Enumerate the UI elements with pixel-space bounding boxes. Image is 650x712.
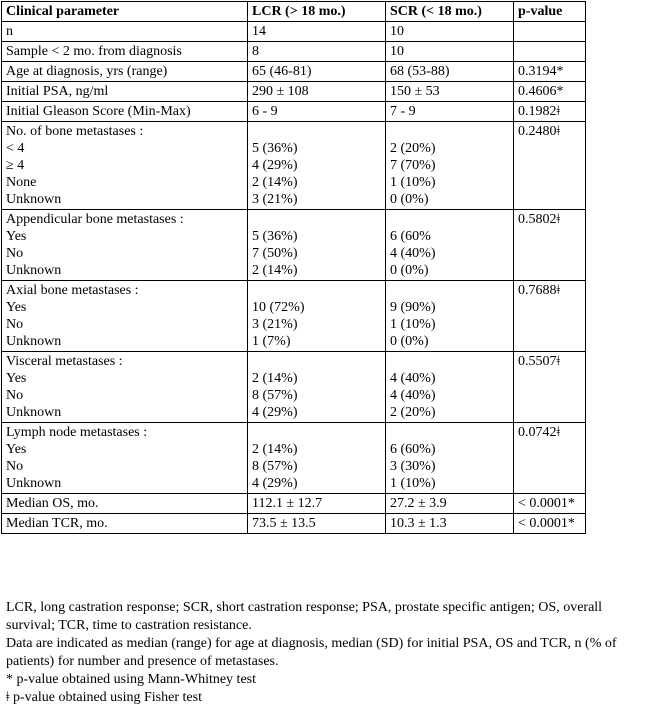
group-scr-values: [386, 352, 514, 423]
lcr-value: 2 (14%): [252, 175, 298, 190]
row-label: Sample < 2 mo. from diagnosis: [2, 42, 248, 62]
category-label: Unknown: [6, 192, 62, 207]
table-row: [2, 62, 586, 82]
scr-value: 7 - 9: [386, 102, 514, 122]
lcr-value: 4 (29%): [252, 405, 298, 420]
lcr-value: 2 (14%): [252, 442, 298, 457]
scr-value: 1 (10%): [390, 317, 436, 332]
category-label: Unknown: [6, 334, 62, 349]
lcr-value: 7 (50%): [252, 246, 298, 261]
lcr-value: 10 (72%): [252, 300, 305, 315]
header-lcr: LCR (> 18 mo.): [248, 2, 386, 22]
group-row-visceral-metastases: [2, 352, 586, 423]
row-label: Initial PSA, ng/ml: [2, 82, 248, 102]
table-footnotes: [6, 599, 646, 707]
group-title: Axial bone metastases :: [6, 283, 139, 298]
lcr-value: 8 (57%): [252, 459, 298, 474]
group-labels: [2, 281, 248, 352]
p-value: 0.1982ǂ: [514, 102, 586, 122]
table-row: [2, 514, 586, 534]
header-scr: SCR (< 18 mo.): [386, 2, 514, 22]
category-label: < 4: [6, 141, 25, 156]
scr-value: 150 ± 53: [386, 82, 514, 102]
group-title: Appendicular bone metastases :: [6, 212, 184, 227]
p-value: 0.7688ǂ: [514, 281, 586, 352]
fisher-footnote: ǂ p-value obtained using Fisher test: [6, 690, 202, 705]
lcr-value: 8 (57%): [252, 388, 298, 403]
scr-value: 2 (20%): [390, 405, 436, 420]
scr-value: 10: [386, 42, 514, 62]
group-row-lymph-node-metastases: [2, 423, 586, 494]
scr-value: 9 (90%): [390, 300, 436, 315]
scr-value: 0 (0%): [390, 263, 429, 278]
p-value: [514, 22, 586, 42]
row-label: Median TCR, mo.: [2, 514, 248, 534]
group-lcr-values: [248, 352, 386, 423]
category-label: No: [6, 459, 24, 474]
group-labels: [2, 423, 248, 494]
lcr-value: 3 (21%): [252, 192, 298, 207]
p-value: 0.5507ǂ: [514, 352, 586, 423]
category-label: No: [6, 388, 24, 403]
scr-value: 1 (10%): [390, 175, 436, 190]
lcr-value: 14: [248, 22, 386, 42]
scr-value: 7 (70%): [390, 158, 436, 173]
scr-value: 6 (60%): [390, 442, 436, 457]
p-value: < 0.0001*: [514, 514, 586, 534]
lcr-value: 1 (7%): [252, 334, 291, 349]
group-scr-values: [386, 423, 514, 494]
header-row: [2, 2, 586, 22]
group-lcr-values: [248, 281, 386, 352]
lcr-value: 73.5 ± 13.5: [248, 514, 386, 534]
clinical-parameters-table: [1, 1, 586, 534]
table-row: [2, 494, 586, 514]
table-row: [2, 22, 586, 42]
group-lcr-values: [248, 210, 386, 281]
group-scr-values: [386, 210, 514, 281]
scr-value: 10: [386, 22, 514, 42]
group-row-appendicular-bone-metastases: [2, 210, 586, 281]
lcr-value: 5 (36%): [252, 141, 298, 156]
scr-value: 10.3 ± 1.3: [386, 514, 514, 534]
category-label: Unknown: [6, 476, 62, 491]
category-label: No: [6, 317, 24, 332]
p-value: 0.5802ǂ: [514, 210, 586, 281]
group-row-axial-bone-metastases: [2, 281, 586, 352]
p-value: 0.3194*: [514, 62, 586, 82]
group-title: No. of bone metastases :: [6, 124, 144, 139]
mann-whitney-footnote: * p-value obtained using Mann-Whitney test: [6, 672, 256, 687]
row-label: Median OS, mo.: [2, 494, 248, 514]
group-labels: [2, 210, 248, 281]
scr-value: 0 (0%): [390, 192, 429, 207]
group-title: Lymph node metastases :: [6, 425, 148, 440]
group-labels: [2, 352, 248, 423]
category-label: None: [6, 175, 37, 190]
scr-value: 68 (53-88): [386, 62, 514, 82]
header-clinical-parameter: Clinical parameter: [2, 2, 248, 22]
lcr-value: 112.1 ± 12.7: [248, 494, 386, 514]
lcr-value: 2 (14%): [252, 263, 298, 278]
lcr-value: 4 (29%): [252, 476, 298, 491]
p-value: 0.2480ǂ: [514, 122, 586, 210]
category-label: Unknown: [6, 263, 62, 278]
scr-value: 0 (0%): [390, 334, 429, 349]
category-label: Yes: [6, 229, 27, 244]
header-p-value: p-value: [514, 2, 586, 22]
row-label: Age at diagnosis, yrs (range): [2, 62, 248, 82]
category-label: No: [6, 246, 24, 261]
row-label: n: [2, 22, 248, 42]
row-label: Initial Gleason Score (Min-Max): [2, 102, 248, 122]
scr-value: 27.2 ± 3.9: [386, 494, 514, 514]
p-value: < 0.0001*: [514, 494, 586, 514]
category-label: Yes: [6, 442, 27, 457]
lcr-value: 4 (29%): [252, 158, 298, 173]
lcr-value: 2 (14%): [252, 371, 298, 386]
data-indication-note: Data are indicated as median (range) for age at diagnosis, median (SD) for initial PSA, OS and TCR, n (% of patients) for number and presence of metastases.: [6, 636, 617, 669]
group-lcr-values: [248, 122, 386, 210]
table-row: [2, 42, 586, 62]
group-scr-values: [386, 281, 514, 352]
table-row: [2, 82, 586, 102]
group-title: Visceral metastases :: [6, 354, 123, 369]
lcr-value: 6 - 9: [248, 102, 386, 122]
scr-value: 4 (40%): [390, 371, 436, 386]
scr-value: 4 (40%): [390, 246, 436, 261]
scr-value: 6 (60%: [390, 229, 431, 244]
abbreviations-note: LCR, long castration response; SCR, short castration response; PSA, prostate specific antigen; OS, overall survival; TCR, time to castration resistance.: [6, 600, 603, 633]
category-label: ≥ 4: [6, 158, 25, 173]
group-labels: [2, 122, 248, 210]
category-label: Unknown: [6, 405, 62, 420]
p-value: 0.4606*: [514, 82, 586, 102]
category-label: Yes: [6, 300, 27, 315]
lcr-value: 290 ± 108: [248, 82, 386, 102]
p-value: [514, 42, 586, 62]
group-lcr-values: [248, 423, 386, 494]
lcr-value: 5 (36%): [252, 229, 298, 244]
p-value: 0.0742ǂ: [514, 423, 586, 494]
lcr-value: 3 (21%): [252, 317, 298, 332]
group-scr-values: [386, 122, 514, 210]
scr-value: 4 (40%): [390, 388, 436, 403]
table-row: [2, 102, 586, 122]
scr-value: 3 (30%): [390, 459, 436, 474]
scr-value: 1 (10%): [390, 476, 436, 491]
group-row-bone-metastases: [2, 122, 586, 210]
lcr-value: 65 (46-81): [248, 62, 386, 82]
category-label: Yes: [6, 371, 27, 386]
lcr-value: 8: [248, 42, 386, 62]
scr-value: 2 (20%): [390, 141, 436, 156]
